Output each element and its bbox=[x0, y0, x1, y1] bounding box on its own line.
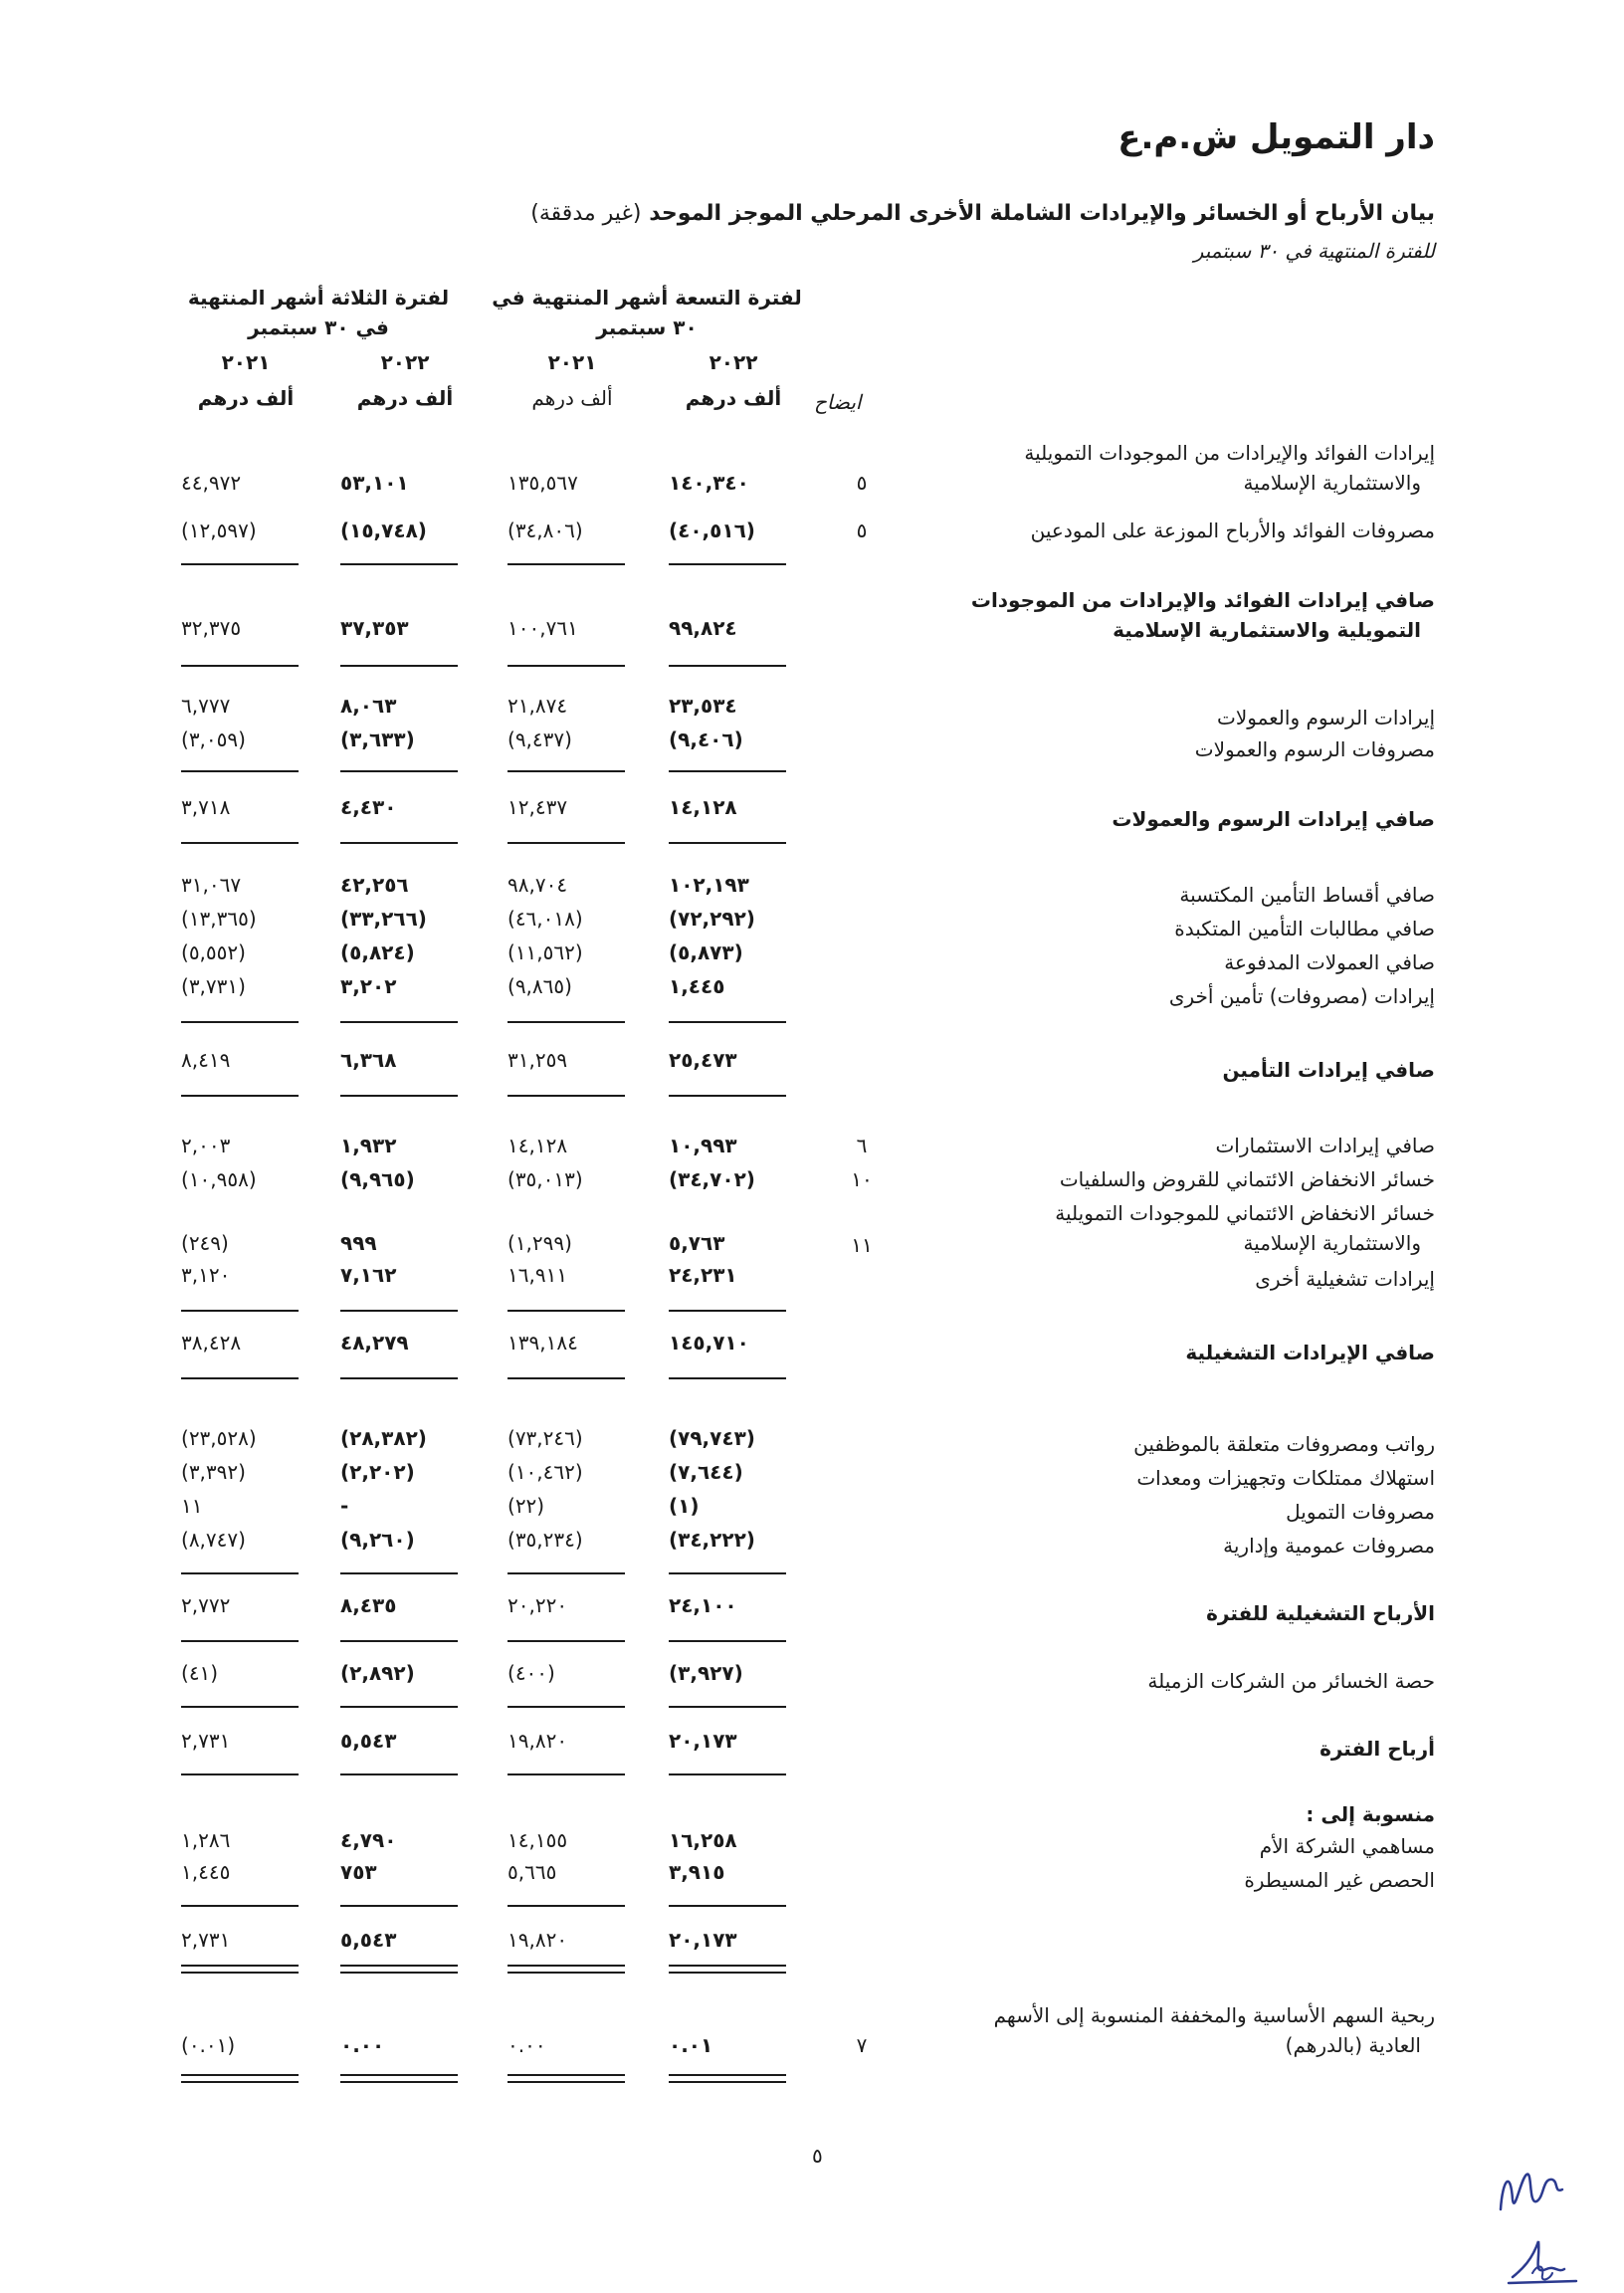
value-cell: ٢٥,٤٧٣ bbox=[669, 1048, 737, 1072]
value-cell: ٤٨,٢٧٩ bbox=[340, 1331, 409, 1355]
value-cell: ٥,٦٦٥ bbox=[508, 1860, 557, 1884]
value-cell: ١٤,١٢٨ bbox=[669, 795, 737, 819]
underline bbox=[340, 1706, 458, 1708]
value-cell: ١٢,٤٣٧ bbox=[508, 795, 568, 819]
value-cell: (١) bbox=[669, 1494, 700, 1518]
label-non-controlling: الحصص غير المسيطرة bbox=[1244, 1868, 1435, 1892]
label-interest-expense: مصروفات الفوائد والأرباح الموزعة على المودعين bbox=[1030, 519, 1435, 542]
value-cell: (٠.٠١) bbox=[181, 2033, 236, 2057]
value-cell: ٣١,٠٦٧ bbox=[181, 873, 242, 897]
underline bbox=[669, 665, 786, 667]
underline bbox=[508, 1021, 625, 1023]
underline bbox=[340, 1310, 458, 1312]
value-cell: ٢,٧٣١ bbox=[181, 1729, 231, 1753]
year-header-3m-2021: ٢٠٢١ bbox=[221, 350, 271, 374]
unaudited-label: (غير مدققة) bbox=[530, 201, 642, 226]
label-depreciation: استهلاك ممتلكات وتجهيزات ومعدات bbox=[1136, 1466, 1435, 1490]
value-cell: ٤٤,٩٧٢ bbox=[181, 471, 242, 495]
underline bbox=[669, 1773, 786, 1775]
value-cell: ٢,٧٧٢ bbox=[181, 1593, 231, 1617]
label-share-of-associates: حصة الخسائر من الشركات الزميلة bbox=[1147, 1669, 1435, 1693]
value-cell: ١,٩٣٢ bbox=[340, 1134, 397, 1157]
value-cell: ٩٨,٧٠٤ bbox=[508, 873, 568, 897]
unit-header-3m-2021: ألف درهم bbox=[197, 386, 295, 410]
value-cell: (٣٤,٢٢٢) bbox=[669, 1528, 755, 1552]
value-cell: ٣,٩١٥ bbox=[669, 1860, 725, 1884]
value-cell: (٩,٩٦٥) bbox=[340, 1167, 415, 1191]
value-cell: ١٩,٨٢٠ bbox=[508, 1928, 568, 1952]
note-ref: ١٠ bbox=[851, 1167, 873, 1191]
three-months-header-line1: لفترة الثلاثة أشهر المنتهية bbox=[187, 286, 450, 310]
value-cell: (٩,٨٦٥) bbox=[508, 974, 572, 998]
value-cell: (٤٦,٠١٨) bbox=[508, 907, 583, 931]
underline bbox=[508, 1095, 625, 1097]
double-underline bbox=[669, 2074, 786, 2083]
value-cell: ١٠,٩٩٣ bbox=[669, 1134, 737, 1157]
value-cell: ١,٤٤٥ bbox=[669, 974, 725, 998]
value-cell: ١,٢٨٦ bbox=[181, 1828, 231, 1852]
value-cell: ١٦,٩١١ bbox=[508, 1263, 568, 1287]
company-name: دار التمويل ش.م.ع bbox=[1117, 117, 1435, 157]
value-cell: ٣١,٢٥٩ bbox=[508, 1048, 568, 1072]
underline bbox=[508, 1706, 625, 1708]
value-cell: ٢٠,٢٢٠ bbox=[508, 1593, 568, 1617]
underline bbox=[181, 1021, 299, 1023]
underline bbox=[508, 665, 625, 667]
label-fee-expense: مصروفات الرسوم والعمولات bbox=[1194, 737, 1435, 761]
value-cell: ٠.٠٠ bbox=[508, 2033, 546, 2057]
value-cell: (١٣,٣٦٥) bbox=[181, 907, 257, 931]
label-investment-income: صافي إيرادات الاستثمارات bbox=[1215, 1134, 1435, 1157]
label-finance-costs: مصروفات التمويل bbox=[1286, 1500, 1435, 1524]
underline bbox=[181, 1095, 299, 1097]
value-cell: (٢٢) bbox=[508, 1494, 545, 1518]
value-cell: ٢١,٨٧٤ bbox=[508, 694, 568, 718]
value-cell: ٨,٤٣٥ bbox=[340, 1593, 397, 1617]
value-cell: (٣,٣٩٢) bbox=[181, 1460, 246, 1484]
label-profit-for-period: أرباح الفترة bbox=[1320, 1737, 1435, 1761]
value-cell: (٣٣,٢٦٦) bbox=[340, 907, 427, 931]
value-cell: (١١,٥٦٢) bbox=[508, 940, 583, 964]
value-cell: (٥,٨٧٣) bbox=[669, 940, 743, 964]
year-header-9m-2022: ٢٠٢٢ bbox=[709, 350, 758, 374]
underline bbox=[340, 1640, 458, 1642]
value-cell: ٩٩,٨٢٤ bbox=[669, 616, 737, 640]
value-cell: (٩,٤٣٧) bbox=[508, 728, 572, 751]
statement-title bbox=[530, 201, 1435, 226]
label-operating-profit: الأرباح التشغيلية للفترة bbox=[1206, 1601, 1435, 1625]
label-parent-shareholders: مساهمي الشركة الأم bbox=[1259, 1834, 1435, 1858]
label-attributable-to: منسوبة إلى : bbox=[1306, 1802, 1435, 1826]
underline bbox=[669, 1640, 786, 1642]
label-other-insurance: إيرادات (مصروفات) تأمين أخرى bbox=[1168, 984, 1435, 1008]
value-cell: ٣,٢٠٢ bbox=[340, 974, 397, 998]
double-underline bbox=[181, 1965, 299, 1974]
unit-header-9m-2022: ألف درهم bbox=[685, 386, 782, 410]
value-cell: (٣,٧٣١) bbox=[181, 974, 246, 998]
double-underline bbox=[508, 1965, 625, 1974]
value-cell: (٢,٨٩٢) bbox=[340, 1661, 415, 1685]
value-cell: (٤١) bbox=[181, 1661, 219, 1685]
value-cell: ٨,٤١٩ bbox=[181, 1048, 231, 1072]
value-cell: (٢٨,٣٨٢) bbox=[340, 1426, 427, 1450]
value-cell: ٧٥٣ bbox=[340, 1860, 377, 1884]
value-cell: ١٣٥,٥٦٧ bbox=[508, 471, 578, 495]
double-underline bbox=[669, 1965, 786, 1974]
value-cell: ٩٩٩ bbox=[340, 1231, 377, 1255]
underline bbox=[669, 1021, 786, 1023]
underline bbox=[340, 770, 458, 772]
notes-header: ايضاح bbox=[814, 390, 862, 414]
double-underline bbox=[181, 2074, 299, 2083]
value-cell: ٣,٧١٨ bbox=[181, 795, 231, 819]
value-cell: ١٤,١٥٥ bbox=[508, 1828, 568, 1852]
value-cell: ٤٢,٢٥٦ bbox=[340, 873, 409, 897]
underline bbox=[508, 1310, 625, 1312]
value-cell: (٣٥,٠١٣) bbox=[508, 1167, 583, 1191]
label-interest-income: إيرادات الفوائد والإيرادات من الموجودات التمويلية والاستثمارية الإسلامية bbox=[1024, 441, 1435, 495]
value-cell: (٧٢,٢٩٢) bbox=[669, 907, 755, 931]
underline bbox=[181, 1377, 299, 1379]
value-cell: ١٤٠,٣٤٠ bbox=[669, 471, 749, 495]
value-cell: (٣,٦٣٣) bbox=[340, 728, 415, 751]
underline bbox=[181, 1640, 299, 1642]
underline bbox=[669, 1905, 786, 1907]
value-cell: ٢٤,٢٣١ bbox=[669, 1263, 737, 1287]
value-cell: (٣٤,٨٠٦) bbox=[508, 519, 583, 542]
underline bbox=[669, 1377, 786, 1379]
value-cell: (٥,٥٥٢) bbox=[181, 940, 246, 964]
value-cell: (٩,٤٠٦) bbox=[669, 728, 743, 751]
nine-months-header-line2: ٣٠ سبتمبر bbox=[596, 315, 698, 339]
underline bbox=[669, 1706, 786, 1708]
underline bbox=[669, 563, 786, 565]
underline bbox=[508, 1572, 625, 1574]
label-staff-costs: رواتب ومصروفات متعلقة بالموظفين bbox=[1133, 1432, 1435, 1456]
value-cell: (٤٠,٥١٦) bbox=[669, 519, 755, 542]
underline bbox=[669, 1310, 786, 1312]
value-cell: ١٤٥,٧١٠ bbox=[669, 1331, 749, 1355]
underline bbox=[340, 1021, 458, 1023]
label-impairment-islamic: خسائر الانخفاض الائتماني للموجودات التمويلية والاستثمارية الإسلامية bbox=[1055, 1201, 1435, 1255]
label-net-interest-income: صافي إيرادات الفوائد والإيرادات من الموجودات التمويلية والاستثمارية الإسلامية bbox=[970, 588, 1435, 642]
value-cell: ٠.٠٠ bbox=[340, 2033, 385, 2057]
value-cell: ١٠٢,١٩٣ bbox=[669, 873, 749, 897]
underline bbox=[340, 1773, 458, 1775]
underline bbox=[508, 1640, 625, 1642]
label-net-fee-income: صافي إيرادات الرسوم والعمولات bbox=[1112, 807, 1435, 831]
underline bbox=[181, 1905, 299, 1907]
value-cell: (٢٤٩) bbox=[181, 1231, 229, 1255]
year-header-9m-2021: ٢٠٢١ bbox=[547, 350, 597, 374]
underline bbox=[181, 563, 299, 565]
underline bbox=[340, 1905, 458, 1907]
label-commissions-paid: صافي العمولات المدفوعة bbox=[1224, 950, 1435, 974]
value-cell: (٨,٧٤٧) bbox=[181, 1528, 246, 1552]
value-cell: ٨,٠٦٣ bbox=[340, 694, 397, 718]
double-underline bbox=[340, 1965, 458, 1974]
value-cell: ٥,٥٤٣ bbox=[340, 1928, 397, 1952]
three-months-header bbox=[169, 283, 468, 342]
value-cell: ٥٣,١٠١ bbox=[340, 471, 409, 495]
underline bbox=[340, 563, 458, 565]
underline bbox=[340, 1377, 458, 1379]
value-cell: (١,٢٩٩) bbox=[508, 1231, 572, 1255]
underline bbox=[669, 1095, 786, 1097]
value-cell: ٤,٧٩٠ bbox=[340, 1828, 397, 1852]
note-ref: ٧ bbox=[856, 2033, 868, 2057]
value-cell: ٣٨,٤٢٨ bbox=[181, 1331, 242, 1355]
label-net-insurance-income: صافي إيرادات التأمين bbox=[1222, 1058, 1435, 1082]
label-fee-income: إيرادات الرسوم والعمولات bbox=[1217, 706, 1435, 730]
three-months-header-line2: في ٣٠ سبتمبر bbox=[248, 315, 389, 339]
double-underline bbox=[340, 2074, 458, 2083]
value-cell: ٧,١٦٢ bbox=[340, 1263, 397, 1287]
underline bbox=[340, 1095, 458, 1097]
label-net-operating-income: صافي الإيرادات التشغيلية bbox=[1185, 1341, 1435, 1364]
year-header-3m-2022: ٢٠٢٢ bbox=[380, 350, 430, 374]
note-ref: ٦ bbox=[856, 1134, 868, 1157]
underline bbox=[340, 842, 458, 844]
period-note: للفترة المنتهية في ٣٠ سبتمبر bbox=[1193, 239, 1435, 263]
underline bbox=[181, 665, 299, 667]
value-cell: ٦,٧٧٧ bbox=[181, 694, 231, 718]
underline bbox=[340, 1572, 458, 1574]
value-cell: ١٣٩,١٨٤ bbox=[508, 1331, 578, 1355]
nine-months-header bbox=[488, 283, 806, 342]
underline bbox=[669, 842, 786, 844]
value-cell: - bbox=[340, 1494, 350, 1518]
value-cell: ١٩,٨٢٠ bbox=[508, 1729, 568, 1753]
underline bbox=[340, 665, 458, 667]
label-impairment-loans: خسائر الانخفاض الائتماني للقروض والسلفيات bbox=[1059, 1167, 1435, 1191]
value-cell: ١١ bbox=[181, 1494, 203, 1518]
value-cell: ٣٧,٣٥٣ bbox=[340, 616, 409, 640]
underline bbox=[181, 770, 299, 772]
note-ref: ١١ bbox=[851, 1233, 873, 1257]
value-cell: (٧٣,٢٤٦) bbox=[508, 1426, 583, 1450]
underline bbox=[508, 563, 625, 565]
value-cell: (٥,٨٢٤) bbox=[340, 940, 415, 964]
underline bbox=[181, 1773, 299, 1775]
value-cell: (١٠,٤٦٢) bbox=[508, 1460, 583, 1484]
double-underline bbox=[508, 2074, 625, 2083]
handwritten-signature-icon bbox=[1503, 2229, 1582, 2289]
value-cell: ٥,٧٦٣ bbox=[669, 1231, 725, 1255]
page-number: ٥ bbox=[812, 2144, 823, 2168]
value-cell: (٧٩,٧٤٣) bbox=[669, 1426, 755, 1450]
value-cell: (٢,٢٠٢) bbox=[340, 1460, 415, 1484]
underline bbox=[508, 770, 625, 772]
value-cell: (٢٣,٥٢٨) bbox=[181, 1426, 257, 1450]
unit-header-3m-2022: ألف درهم bbox=[356, 386, 454, 410]
underline bbox=[508, 1905, 625, 1907]
underline bbox=[669, 1572, 786, 1574]
nine-months-header-line1: لفترة التسعة أشهر المنتهية في bbox=[492, 286, 802, 310]
value-cell: ٤,٤٣٠ bbox=[340, 795, 397, 819]
underline bbox=[181, 842, 299, 844]
initials-signature-icon bbox=[1493, 2160, 1572, 2219]
note-ref: ٥ bbox=[856, 519, 868, 542]
label-claims-incurred: صافي مطالبات التأمين المتكبدة bbox=[1174, 917, 1435, 940]
statement-title-text: بيان الأرباح أو الخسائر والإيرادات الشاملة الأخرى المرحلي الموجز الموحد bbox=[649, 201, 1435, 226]
note-ref: ٥ bbox=[856, 471, 868, 495]
underline bbox=[181, 1706, 299, 1708]
label-premiums-earned: صافي أقساط التأمين المكتسبة bbox=[1179, 883, 1435, 907]
value-cell: ٠.٠١ bbox=[669, 2033, 713, 2057]
label-eps: ربحية السهم الأساسية والمخففة المنسوبة إلى الأسهم العادية (بالدرهم) bbox=[993, 2003, 1435, 2057]
value-cell: (٣٤,٧٠٢) bbox=[669, 1167, 755, 1191]
value-cell: ٢٠,١٧٣ bbox=[669, 1729, 737, 1753]
value-cell: ٣٢,٣٧٥ bbox=[181, 616, 242, 640]
unit-header-9m-2021: ألف درهم bbox=[531, 386, 613, 410]
underline bbox=[508, 1773, 625, 1775]
value-cell: (٣٥,٢٣٤) bbox=[508, 1528, 583, 1552]
value-cell: (٣,٠٥٩) bbox=[181, 728, 246, 751]
value-cell: (١٥,٧٤٨) bbox=[340, 519, 427, 542]
value-cell: ٢٠,١٧٣ bbox=[669, 1928, 737, 1952]
value-cell: (١٢,٥٩٧) bbox=[181, 519, 257, 542]
value-cell: ١٦,٢٥٨ bbox=[669, 1828, 737, 1852]
value-cell: ٢٣,٥٣٤ bbox=[669, 694, 737, 718]
value-cell: ٢٤,١٠٠ bbox=[669, 1593, 737, 1617]
value-cell: (٩,٢٦٠) bbox=[340, 1528, 415, 1552]
label-other-operating-income: إيرادات تشغيلية أخرى bbox=[1255, 1267, 1435, 1291]
value-cell: ٢,٠٠٣ bbox=[181, 1134, 231, 1157]
value-cell: ١,٤٤٥ bbox=[181, 1860, 231, 1884]
value-cell: (١٠,٩٥٨) bbox=[181, 1167, 257, 1191]
value-cell: (٧,٦٤٤) bbox=[669, 1460, 743, 1484]
value-cell: ٦,٣٦٨ bbox=[340, 1048, 397, 1072]
underline bbox=[181, 1310, 299, 1312]
underline bbox=[508, 842, 625, 844]
label-general-admin: مصروفات عمومية وإدارية bbox=[1223, 1534, 1435, 1558]
value-cell: ١٠٠,٧٦١ bbox=[508, 616, 578, 640]
underline bbox=[508, 1377, 625, 1379]
underline bbox=[669, 770, 786, 772]
value-cell: ٢,٧٣١ bbox=[181, 1928, 231, 1952]
value-cell: ١٤,١٢٨ bbox=[508, 1134, 568, 1157]
value-cell: (٣,٩٢٧) bbox=[669, 1661, 743, 1685]
value-cell: ٥,٥٤٣ bbox=[340, 1729, 397, 1753]
value-cell: (٤٠٠) bbox=[508, 1661, 555, 1685]
value-cell: ٣,١٢٠ bbox=[181, 1263, 231, 1287]
underline bbox=[181, 1572, 299, 1574]
